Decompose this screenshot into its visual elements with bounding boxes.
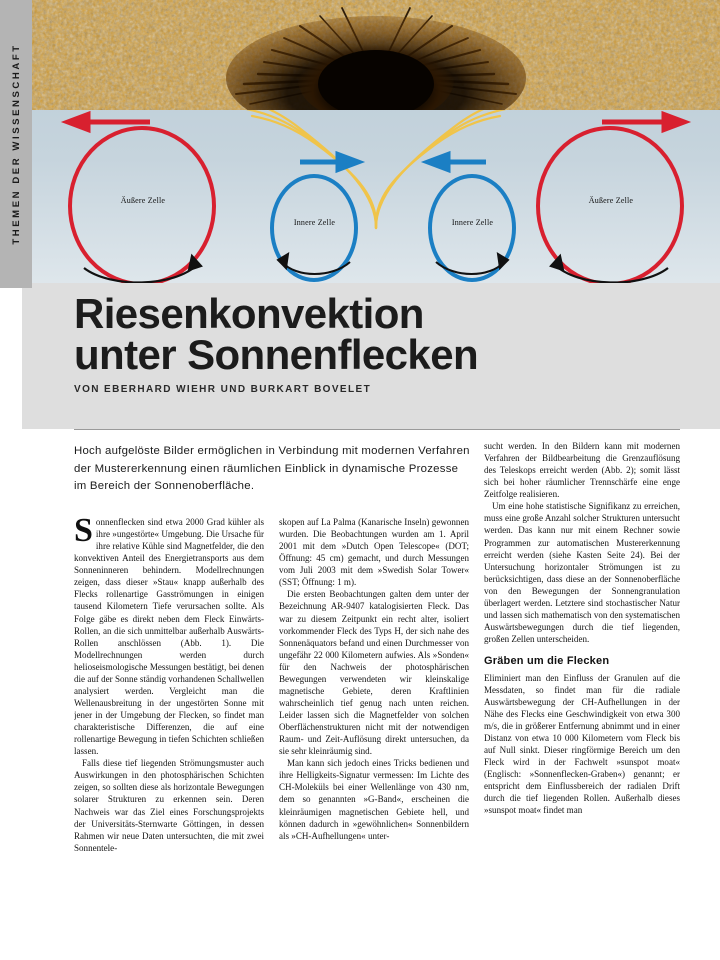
granulation-svg	[32, 0, 720, 110]
label-inner-cell-right: Innere Zelle	[451, 218, 494, 227]
lead-paragraph: Hoch aufgelöste Bilder ermöglichen in Verbindung mit modernen Verfahren der Mustererkennung einen räumlichen Einblick in dynamische Prozesse im Bereich der Sonnenoberfläche.	[74, 445, 470, 493]
text-column-1	[74, 516, 264, 960]
paragraph: sucht werden. In den Bildern kann mit modernen Verfahren der Bildbearbeitung die Grenzauflösung des Teleskops erreicht werden (Abb. 2); somit lässt sich bei hoher räumlicher Trennschärfe eine enge Zeitfolge realisieren.	[484, 441, 680, 500]
page-title	[74, 290, 720, 379]
label-outer-cell-right: Äußere Zelle	[588, 196, 634, 205]
text-column-3	[484, 440, 680, 960]
granulation-photo	[32, 0, 720, 110]
inner-right-top-arrow	[428, 155, 486, 170]
paragraph: Falls diese tief liegenden Strömungsmuster auch Auswirkungen in den photosphärischen Schichten zeigen, so sollten diese als horizontale Bewegungen solarer Strukturen zu erkennen sein. Deren Nachweis war das Ziel eines Forschungsprojekts der Universitäts-Sternwarte Göttingen, in dessen Rahmen wir neue Daten untersuchten, die mit zwei Sonnentele-	[74, 758, 264, 853]
inner-left-top-arrow	[300, 155, 358, 170]
text-column-2	[279, 516, 469, 960]
field-lines	[222, 110, 530, 228]
paragraph: Um eine hohe statistische Signifikanz zu erreichen, muss eine große Anzahl solcher Strukturen untersucht werden. Das kann nur mit einem Rechner sowie Programmen zur automatischen Mustererkennung erreicht werden (siehe Kasten Seite 24). Bei der Untersuchung horizontaler Strömungen ist zu berücksichtigen, dass diese an der Sonnenoberfläche von den Bewegungen der Sonnengranulation überlagert werden. Letztere sind stochastischer Natur und lassen sich mathematisch von den systematischen Auswärtsbewegungen durch die tief liegenden, großen Zellen unterscheiden.	[484, 501, 680, 644]
article-body	[0, 429, 720, 960]
label-inner-cell-left: Innere Zelle	[293, 218, 336, 227]
paragraph: Eliminiert man den Einfluss der Granulen auf die Messdaten, so findet man für die radiale Auswärtsbewegung der CH-Aufhellungen in der Nähe des Flecks eine Geschwindigkeit von etwa 300 m/s, die in größerer Entfernung abnimmt und in einer Distanz von etwa 10 000 Kilometern vom Fleck bis auf Null sinkt. Dieser ringförmige Bereich um den Fleck wird in der Fachwelt »sunspot moat« (Englisch: »Sonnenflecken-Graben«) genannt; er entspricht dem Einflussbereich der radialen Drift durch die tief liegenden Rollen. Außerhalb dieses »sunspot moat« findet man	[484, 672, 680, 816]
section-heading: Gräben um die Flecken	[484, 655, 610, 668]
paragraph	[74, 516, 264, 757]
page-title-line2: unter Sonnenflecken	[74, 331, 479, 379]
page-title-line1: Riesenkonvektion	[74, 290, 424, 337]
convection-cells	[32, 110, 720, 288]
paragraph: skopen auf La Palma (Kanarische Inseln) gewonnen wurden. Die Beobachtungen wurden am 1. April 2001 mit dem »Dutch Open Telescope« (DOT; Öffnung: 45 cm) gemacht, und durch Messungen vom Juli 2003 mit dem »Swedish Solar Tower« (SST; Öffnung: 1 m).	[279, 517, 469, 588]
rubric-label: THEMEN DER WISSENSCHAFT	[10, 43, 22, 245]
paragraph: Die ersten Beobachtungen galten dem unter der Bezeichnung AR-9407 katalogisierten Fleck. Das war zu diesem Zeitpunkt ein recht alter, isoliert vorkommender Fleck des Typs H, der sich nahe des Sonnenäquators befand und einen Durchmesser von ungefähr 22 000 Kilometern aufwies. Als »Sonden« für den Nachweis der photosphärischen Bewegungen verwendeten wir kleinskalige magnetische Gebiete, deren Kraftlinien wahrscheinlich tief genug nach unten reichen. Leider lassen sich die Magnetfelder von solchen Oberflächenstrukturen nicht mit der notwendigen Raum- und Zeit-Auflösung direkt untersuchen, da sie sehr kleinräumig sind.	[279, 589, 469, 757]
drop-cap: S	[74, 516, 93, 549]
header-rule	[74, 429, 680, 430]
label-outer-cell-left: Äußere Zelle	[120, 196, 166, 205]
sunspot-convection-figure	[32, 0, 720, 288]
title-block	[22, 283, 720, 429]
byline: VON EBERHARD WIEHR UND BURKART BOVELET	[74, 384, 372, 396]
rubric-sidebar	[0, 0, 32, 288]
paragraph: Man kann sich jedoch eines Tricks bedienen und ihre Helligkeits-Signatur vermessen: Im Lichte des CH-Moleküls bei einer Wellenlänge von 430 nm, dem so genannten »G-Band«, erscheinen die kleinräumigen magnetischen Gebiete hell, und können dadurch in »gewöhnlichen« Sonnenbildern als »CH-Aufhellungen« unter-	[279, 758, 469, 841]
paragraph-text: onnenflecken sind etwa 2000 Grad kühler als ihre »ungestörte« Umgebung. Die Ursache für ihre relative Kühle sind Magnetfelder, die den konvektiven Anteil des Energietransports aus dem Sonneninneren behindern. Modellrechnungen zeigen, dass dieser »Stau« knapp außerhalb des Flecks rollenartige Gasströmungen in einigen tausend Kilometern Tiefe verursachen sollte. Als Folge gäbe es direkt neben dem Fleck Einwärts-Rollen, an die sich unmittelbar außerhalb Auswärts-Rollen anschlössen (Abb. 1). Die Modellrechnungen werden durch helioseismologische Messungen bestätigt, bei denen die auf der Sonne ständig vorhandenen Schallwellen analysiert werden. Vergleicht man die Wellenausbreitung in der ungestörten Sonne mit jener in der Umgebung der Flecken, so findet man charakteristische Differenzen, die auf eine rollenartige Bewegung in tiefen Schichten schließen lassen.	[74, 517, 264, 757]
